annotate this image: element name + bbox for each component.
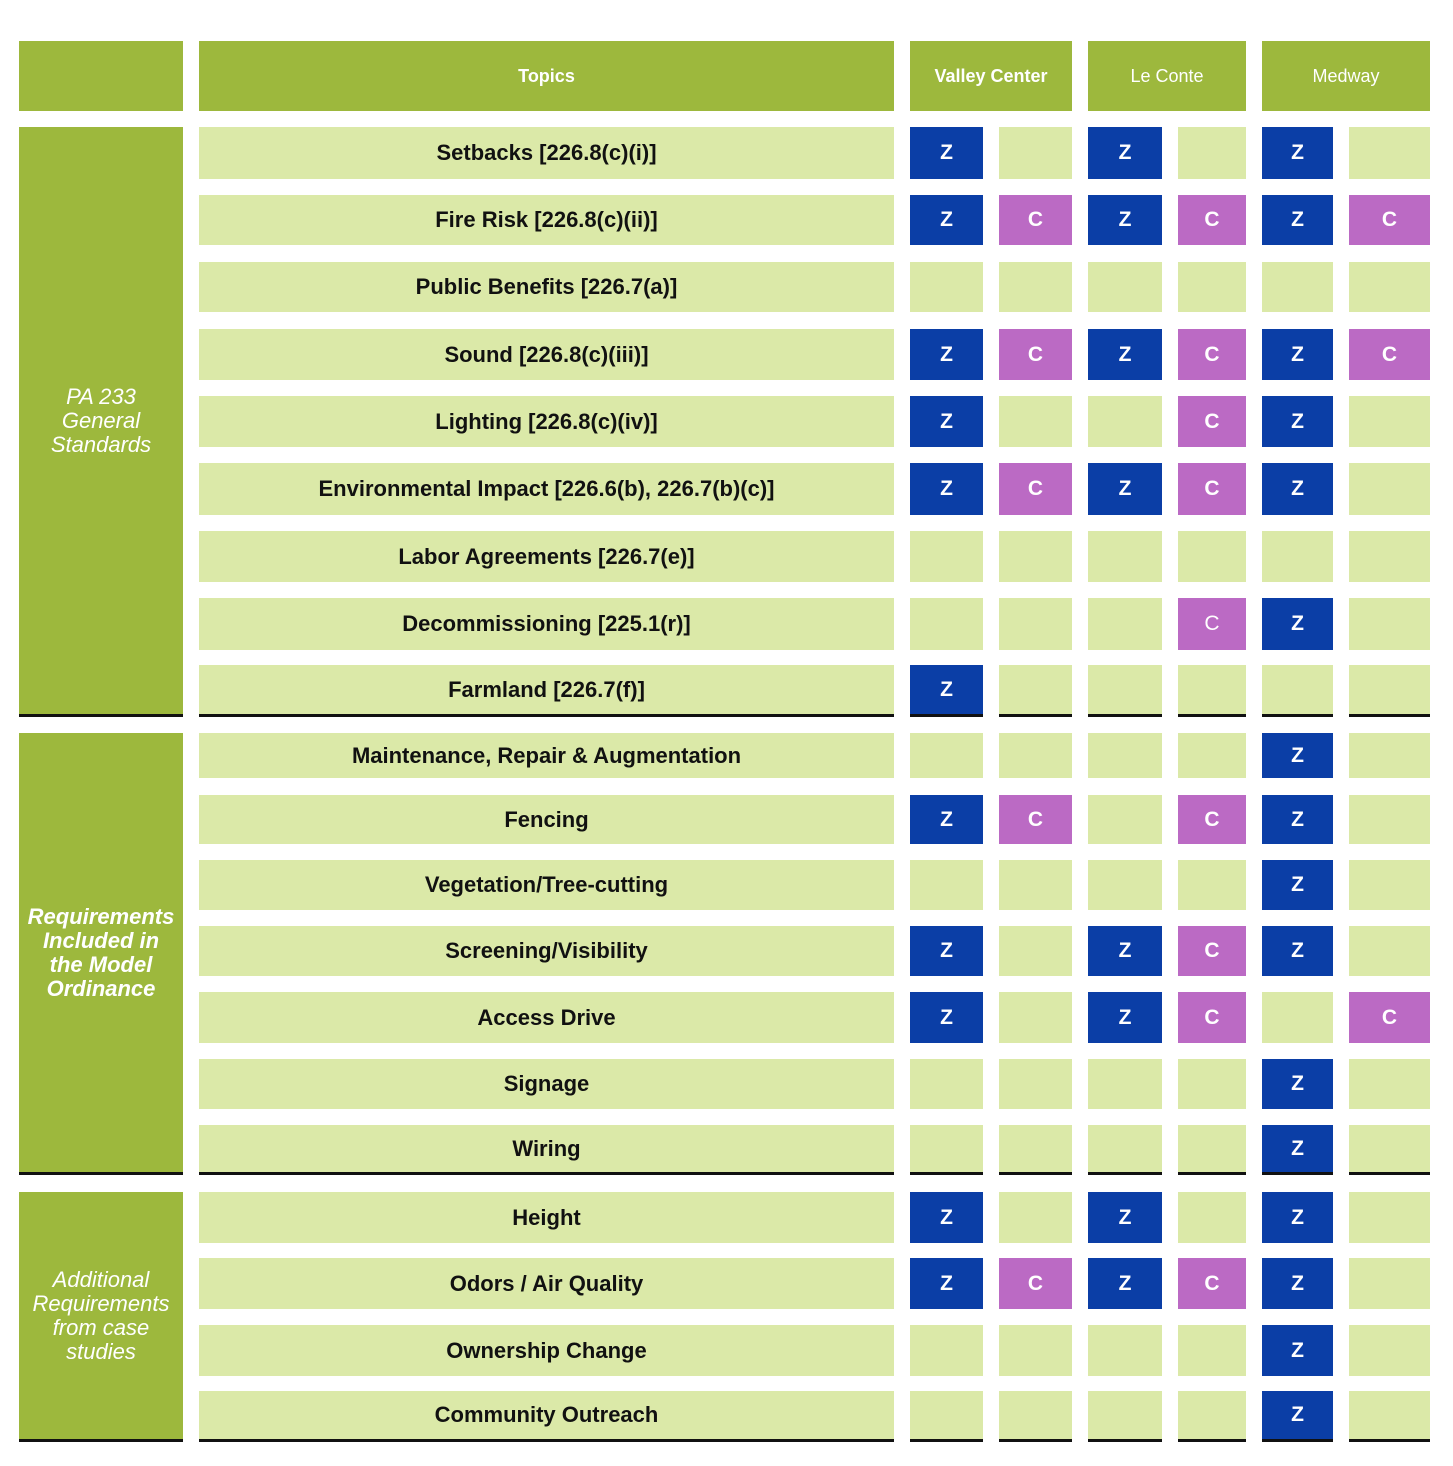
topic-cell: Fencing [199, 795, 894, 844]
empty-cell [1088, 860, 1162, 910]
section-rule [199, 1439, 894, 1442]
empty-cell [1349, 1125, 1430, 1173]
zoning-marker: Z [1262, 1059, 1333, 1109]
zoning-marker: Z [1088, 926, 1162, 976]
empty-cell [999, 926, 1072, 976]
empty-cell [1088, 262, 1162, 312]
zoning-marker: Z [910, 665, 983, 714]
zoning-marker: Z [910, 127, 983, 179]
community-marker: C [1178, 463, 1246, 515]
community-marker: C [1178, 598, 1246, 650]
section-rule [1349, 1439, 1430, 1442]
zoning-marker: Z [910, 1192, 983, 1243]
header-topics: Topics [199, 41, 894, 111]
topic-cell: Signage [199, 1059, 894, 1109]
community-marker: C [1178, 795, 1246, 844]
section-rule [1178, 1439, 1246, 1442]
empty-cell [1088, 1059, 1162, 1109]
empty-cell [1262, 665, 1333, 714]
zoning-marker: Z [910, 463, 983, 515]
empty-cell [1088, 665, 1162, 714]
section-rule [1088, 714, 1162, 717]
empty-cell [999, 665, 1072, 714]
empty-cell [1349, 1325, 1430, 1376]
group-label: Additional Requirements from case studies [19, 1192, 183, 1439]
topic-cell: Fire Risk [226.8(c)(ii)] [199, 195, 894, 245]
community-marker: C [1349, 329, 1430, 380]
section-rule [999, 1172, 1072, 1175]
topic-cell: Access Drive [199, 992, 894, 1043]
zoning-marker: Z [910, 396, 983, 447]
topic-cell: Labor Agreements [226.7(e)] [199, 531, 894, 582]
empty-cell [910, 531, 983, 582]
zoning-marker: Z [1262, 1325, 1333, 1376]
empty-cell [1349, 1391, 1430, 1439]
empty-cell [910, 1391, 983, 1439]
zoning-marker: Z [1262, 1192, 1333, 1243]
zoning-marker: Z [910, 926, 983, 976]
community-marker: C [999, 463, 1072, 515]
topic-cell: Wiring [199, 1125, 894, 1173]
section-rule [1349, 714, 1430, 717]
zoning-marker: Z [1262, 463, 1333, 515]
section-rule [999, 714, 1072, 717]
community-marker: C [1178, 926, 1246, 976]
empty-cell [1349, 127, 1430, 179]
empty-cell [1262, 992, 1333, 1043]
topic-cell: Odors / Air Quality [199, 1258, 894, 1309]
empty-cell [999, 1391, 1072, 1439]
empty-cell [999, 262, 1072, 312]
section-rule [1262, 1439, 1333, 1442]
empty-cell [1088, 396, 1162, 447]
section-rule [999, 1439, 1072, 1442]
zoning-marker: Z [1088, 1192, 1162, 1243]
community-marker: C [999, 795, 1072, 844]
topic-cell: Screening/Visibility [199, 926, 894, 976]
section-rule [1178, 714, 1246, 717]
zoning-marker: Z [910, 1258, 983, 1309]
empty-cell [999, 396, 1072, 447]
empty-cell [910, 860, 983, 910]
community-marker: C [1178, 329, 1246, 380]
community-marker: C [1178, 195, 1246, 245]
empty-cell [1178, 531, 1246, 582]
section-rule [199, 1172, 894, 1175]
topic-cell: Setbacks [226.8(c)(i)] [199, 127, 894, 179]
section-rule [910, 1172, 983, 1175]
empty-cell [1349, 262, 1430, 312]
community-marker: C [999, 329, 1072, 380]
empty-cell [999, 1125, 1072, 1173]
zoning-marker: Z [1262, 1258, 1333, 1309]
empty-cell [1178, 1391, 1246, 1439]
topic-cell: Maintenance, Repair & Augmentation [199, 733, 894, 778]
empty-cell [1262, 262, 1333, 312]
empty-cell [999, 992, 1072, 1043]
zoning-marker: Z [1262, 926, 1333, 976]
empty-cell [910, 733, 983, 778]
empty-cell [1349, 926, 1430, 976]
empty-cell [1178, 733, 1246, 778]
empty-cell [1178, 665, 1246, 714]
community-marker: C [1178, 396, 1246, 447]
empty-cell [999, 531, 1072, 582]
empty-cell [1178, 1192, 1246, 1243]
section-rule [19, 1172, 183, 1175]
header-community: Valley Center [910, 41, 1072, 111]
empty-cell [1349, 463, 1430, 515]
empty-cell [999, 127, 1072, 179]
topic-cell: Vegetation/Tree-cutting [199, 860, 894, 910]
zoning-marker: Z [1088, 1258, 1162, 1309]
topic-cell: Decommissioning [225.1(r)] [199, 598, 894, 650]
empty-cell [1349, 598, 1430, 650]
topic-cell: Public Benefits [226.7(a)] [199, 262, 894, 312]
empty-cell [1088, 1125, 1162, 1173]
empty-cell [999, 860, 1072, 910]
zoning-marker: Z [1262, 598, 1333, 650]
zoning-marker: Z [1088, 992, 1162, 1043]
zoning-marker: Z [1088, 329, 1162, 380]
zoning-marker: Z [1262, 127, 1333, 179]
empty-cell [910, 598, 983, 650]
empty-cell [1349, 396, 1430, 447]
empty-cell [1088, 733, 1162, 778]
zoning-marker: Z [910, 329, 983, 380]
empty-cell [910, 1125, 983, 1173]
empty-cell [1088, 1325, 1162, 1376]
zoning-marker: Z [1088, 195, 1162, 245]
group-label: PA 233 General Standards [19, 127, 183, 714]
empty-cell [1088, 531, 1162, 582]
empty-cell [910, 1059, 983, 1109]
zoning-marker: Z [1262, 329, 1333, 380]
empty-cell [1178, 127, 1246, 179]
empty-cell [1178, 1125, 1246, 1173]
group-label: Requirements Included in the Model Ordinance [19, 733, 183, 1172]
zoning-marker: Z [1262, 195, 1333, 245]
community-marker: C [1178, 1258, 1246, 1309]
topic-cell: Farmland [226.7(f)] [199, 665, 894, 714]
empty-cell [1178, 1325, 1246, 1376]
empty-cell [999, 1192, 1072, 1243]
community-marker: C [1349, 992, 1430, 1043]
empty-cell [1349, 733, 1430, 778]
zoning-marker: Z [1262, 1125, 1333, 1173]
section-rule [1178, 1172, 1246, 1175]
header-community: Le Conte [1088, 41, 1246, 111]
section-rule [19, 714, 183, 717]
empty-cell [1088, 598, 1162, 650]
section-rule [1088, 1172, 1162, 1175]
topic-cell: Ownership Change [199, 1325, 894, 1376]
header-corner [19, 41, 183, 111]
section-rule [1262, 1172, 1333, 1175]
empty-cell [999, 733, 1072, 778]
zoning-marker: Z [910, 992, 983, 1043]
community-marker: C [999, 1258, 1072, 1309]
empty-cell [1088, 1391, 1162, 1439]
topic-cell: Community Outreach [199, 1391, 894, 1439]
empty-cell [1178, 860, 1246, 910]
section-rule [199, 714, 894, 717]
empty-cell [1349, 860, 1430, 910]
community-marker: C [999, 195, 1072, 245]
zoning-marker: Z [1262, 396, 1333, 447]
empty-cell [1349, 665, 1430, 714]
section-rule [1349, 1172, 1430, 1175]
section-rule [910, 1439, 983, 1442]
zoning-marker: Z [1262, 733, 1333, 778]
section-rule [19, 1439, 183, 1442]
zoning-marker: Z [1262, 795, 1333, 844]
empty-cell [999, 598, 1072, 650]
topic-cell: Height [199, 1192, 894, 1243]
empty-cell [1349, 1059, 1430, 1109]
topic-cell: Lighting [226.8(c)(iv)] [199, 396, 894, 447]
empty-cell [1349, 1258, 1430, 1309]
zoning-marker: Z [1088, 463, 1162, 515]
zoning-marker: Z [910, 195, 983, 245]
zoning-marker: Z [1262, 860, 1333, 910]
empty-cell [1262, 531, 1333, 582]
empty-cell [910, 1325, 983, 1376]
topic-cell: Sound [226.8(c)(iii)] [199, 329, 894, 380]
empty-cell [999, 1059, 1072, 1109]
topic-cell: Environmental Impact [226.6(b), 226.7(b)(c)] [199, 463, 894, 515]
header-community: Medway [1262, 41, 1430, 111]
section-rule [1262, 714, 1333, 717]
empty-cell [910, 262, 983, 312]
empty-cell [1349, 531, 1430, 582]
section-rule [910, 714, 983, 717]
empty-cell [1349, 795, 1430, 844]
empty-cell [999, 1325, 1072, 1376]
empty-cell [1088, 795, 1162, 844]
community-marker: C [1178, 992, 1246, 1043]
empty-cell [1349, 1192, 1430, 1243]
zoning-marker: Z [910, 795, 983, 844]
section-rule [1088, 1439, 1162, 1442]
zoning-marker: Z [1088, 127, 1162, 179]
community-marker: C [1349, 195, 1430, 245]
empty-cell [1178, 1059, 1246, 1109]
empty-cell [1178, 262, 1246, 312]
zoning-marker: Z [1262, 1391, 1333, 1439]
